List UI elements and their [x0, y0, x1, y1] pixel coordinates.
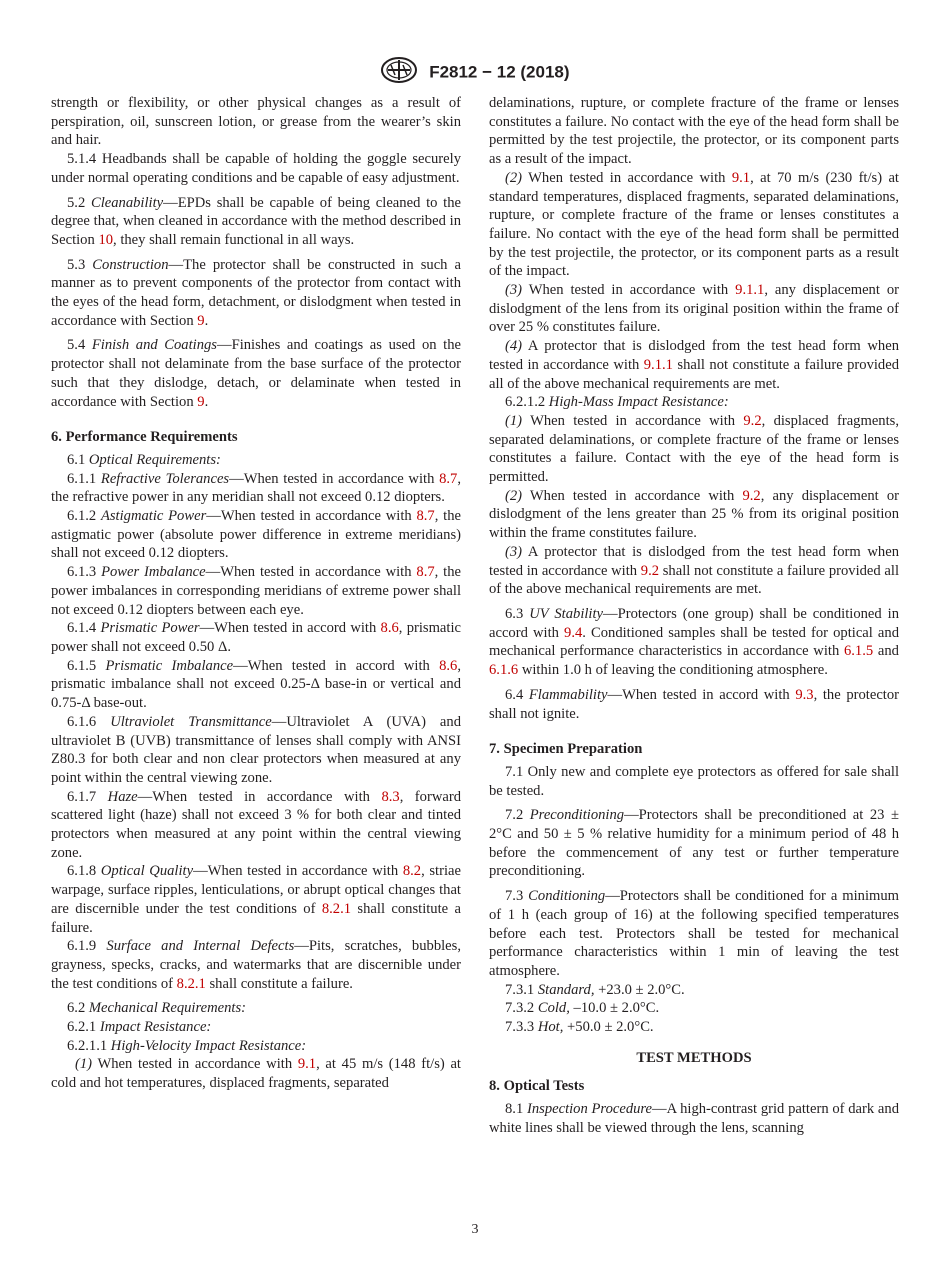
- paragraph-7-3-3: 7.3.3 Hot, +50.0 ± 2.0°C.: [505, 1019, 654, 1036]
- paragraph-6-2-1-1: 6.2.1.1 High-Velocity Impact Resistance:: [67, 1037, 307, 1054]
- paragraph-6-1-5: 6.1.5 Prismatic Imbalance—When tested in accord with 8.6, prismatic imbalance shall not exceed 0.25-Δ base-in or vertical and 0.75-Δ base-out.: [51, 657, 462, 712]
- paragraph-6-1: 6.1 Optical Requirements:: [67, 451, 221, 468]
- paragraph-item-1: (1) When tested in accordance with 9.1, at 45 m/s (148 ft/s) at cold and hot temperatures, displaced fragments, separated: [51, 1056, 461, 1092]
- paragraph-6-1-6: 6.1.6 Ultraviolet Transmittance—Ultraviolet A (UVA) and ultraviolet B (UVB) transmittance of lenses shall comply with ANSI Z80.3 for both clear and non clear protectors when measured at any point within the central viewing zone.: [51, 713, 461, 786]
- paragraph-7-2: 7.2 Preconditioning—Protectors shall be preconditioned at 23 ± 2°C and 50 ± 5 % relative humidity for a minimum period of 48 h before the commencement of any test or further temperature preconditioning.: [489, 807, 899, 880]
- section-link[interactable]: 10: [98, 231, 114, 248]
- paragraph-6-1-2: 6.1.2 Astigmatic Power—When tested in accordance with 8.7, the astigmatic power (absolute power difference in extreme meridians) shall not exceed 0.12 diopters.: [51, 508, 461, 562]
- right-column: [489, 94, 899, 1138]
- paragraph-6-1-4: 6.1.4 Prismatic Power—When tested in accord with 8.6, prismatic power shall not exceed 0.50 Δ.: [51, 620, 461, 655]
- paragraph-5-1-4: 5.1.4 Headbands shall be capable of holding the goggle securely under normal operating conditions and be capable of easy adjustment.: [51, 151, 461, 186]
- test-methods-heading: TEST METHODS: [636, 1049, 752, 1066]
- astm-logo-icon: [380, 56, 418, 89]
- section-link[interactable]: 8.7: [416, 564, 435, 581]
- section-link[interactable]: 8.2: [402, 863, 422, 880]
- section-link[interactable]: 8.6: [439, 657, 458, 674]
- paragraph-7-3-1: 7.3.1 Standard, +23.0 ± 2.0°C.: [505, 981, 685, 998]
- section-link[interactable]: 9.4: [564, 624, 583, 641]
- paragraph-6-2-1-2: 6.2.1.2 High-Mass Impact Resistance:: [505, 394, 729, 411]
- paragraph-item-2: (2) When tested in accordance with 9.1, at 70 m/s (230 ft/s) at standard temperatures, displaced fragments, separated delaminations, rupture, or complete fracture of the frame or lenses constitutes a failure. No contact with the eye of the head form shall be permitted by the test projectile, the protector, or its component parts as a result of the impact.: [489, 169, 899, 280]
- paragraph-5-4: 5.4 Finish and Coatings—Finishes and coatings as used on the protector shall not delaminate from the base surface of the protector such that they dislodge, detach, or delaminate when tested in accordance with Section 9.: [51, 337, 461, 410]
- paragraph-7-3-2: 7.3.2 Cold, –10.0 ± 2.0°C.: [505, 1000, 660, 1017]
- section-link[interactable]: 8.2.1: [176, 975, 206, 992]
- section-link[interactable]: 9.1: [297, 1056, 317, 1073]
- section-heading-8: 8. Optical Tests: [489, 1078, 585, 1095]
- section-link[interactable]: 9: [197, 393, 205, 410]
- paragraph-item-1: (1) When tested in accordance with 9.2, displaced fragments, separated delaminations, or complete fracture of the frame or lenses constitutes a failure. Contact with the eye of the head form is permitted.: [489, 412, 899, 486]
- paragraph-6-1-1: 6.1.1 Refractive Tolerances—When tested in accordance with 8.7, the refractive power in any meridian shall not exceed 0.12 diopters.: [51, 470, 461, 506]
- section-link[interactable]: 8.6: [380, 620, 399, 637]
- document-designation: F2812 − 12 (2018): [429, 62, 570, 82]
- section-link[interactable]: 6.1.6: [489, 662, 519, 679]
- section-link[interactable]: 9: [197, 312, 205, 329]
- left-column: [51, 94, 461, 1093]
- paragraph-7-1: 7.1 Only new and complete eye protectors as offered for sale shall be tested.: [489, 763, 899, 799]
- section-link[interactable]: 9.2: [743, 412, 762, 429]
- paragraph-item-2: (2) When tested in accordance with 9.2, any displacement or dislodgment of the lens greater than 25 % from its original position within the frame constitutes failure.: [489, 487, 899, 542]
- paragraph-5-2: 5.2 Cleanability—EPDs shall be capable of being cleaned to the degree that, when cleaned in accordance with the method described in Section 10, they shall remain functional in all ways.: [51, 194, 461, 248]
- section-link[interactable]: 8.7: [439, 470, 458, 487]
- paragraph-6-3: 6.3 UV Stability—Protectors (one group) shall be conditioned in accord with 9.4. Conditioned samples shall be tested for optical and mechanical performance characteristics in accordance with 6.1.5 and 6.1.6 within 1.0 h of leaving the conditioning atmosphere.: [489, 605, 899, 679]
- paragraph-5-3: 5.3 Construction—The protector shall be constructed in such a manner as to prevent components of the protector from contact with the eyes of the head form, detachment, or dislodgment when tested in accordance with Section 9.: [51, 256, 461, 329]
- section-link[interactable]: 9.1.1: [735, 282, 765, 299]
- paragraph-item-3: (3) A protector that is dislodged from the test head form when tested in accordance with 9.2 shall not constitute a failure provided all of the above mechanical requirements are met.: [489, 543, 899, 598]
- section-link[interactable]: 9.3: [795, 686, 814, 703]
- section-heading-6: 6. Performance Requirements: [51, 429, 238, 446]
- paragraph-item-3: (3) When tested in accordance with 9.1.1, any displacement or dislodgment of the lens from its original position within the frame of over 25 % constitutes failure.: [489, 282, 899, 336]
- paragraph: strength or flexibility, or other physical changes as a result of perspiration, oil, sunscreen lotion, or grease from the wearer’s skin and hair.: [51, 95, 461, 149]
- section-link[interactable]: 9.1.1: [643, 356, 673, 373]
- section-link[interactable]: 8.2.1: [321, 900, 352, 917]
- section-link[interactable]: 8.3: [381, 788, 400, 805]
- paragraph-7-3: 7.3 Conditioning—Protectors shall be conditioned for a minimum of 1 h (each group of 16) at the following specified temperatures before each test. Protectors shall be tested for mechanical performance characteristics within 1 min of leaving the test atmosphere.: [489, 888, 899, 979]
- paragraph-6-1-9: 6.1.9 Surface and Internal Defects—Pits, scratches, bubbles, grayness, specks, cracks, and watermarks that are discernible under the test conditions of 8.2.1 shall constitute a failure.: [51, 938, 461, 992]
- paragraph: delaminations, rupture, or complete fracture of the frame or lenses constitutes a failure. No contact with the eye of the head form shall be permitted by the test projectile, the protector, or its component parts as a result of the impact.: [489, 95, 899, 168]
- paragraph-6-1-8: 6.1.8 Optical Quality—When tested in accordance with 8.2, striae warpage, surface ripples, lenticulations, or abrupt optical changes that are discernible under the test conditions of 8.2.1 shall constitute a failure.: [51, 863, 461, 936]
- paragraph-6-1-3: 6.1.3 Power Imbalance—When tested in accordance with 8.7, the power imbalances in corresponding meridians of extreme power shall not exceed 0.12 diopters between each eye.: [51, 564, 461, 618]
- paragraph-6-1-7: 6.1.7 Haze—When tested in accordance with 8.3, forward scattered light (haze) shall not exceed 3 % for both clear and tinted protectors when measured at any point within the central viewing zone.: [51, 788, 461, 861]
- section-link[interactable]: 9.2: [640, 562, 660, 579]
- section-link[interactable]: 9.2: [742, 487, 761, 504]
- section-link[interactable]: 6.1.5: [843, 643, 874, 660]
- paragraph-8-1: 8.1 Inspection Procedure—A high-contrast grid pattern of dark and white lines shall be viewed through the lens, scanning: [489, 1101, 899, 1136]
- page-header: [0, 56, 950, 89]
- paragraph-item-4: (4) A protector that is dislodged from the test head form when tested in accordance with 9.1.1 shall not constitute a failure provided all of the above mechanical requirements are met.: [489, 338, 900, 392]
- section-link[interactable]: 8.7: [416, 508, 435, 525]
- page-number: 3: [471, 1222, 479, 1237]
- section-heading-7: 7. Specimen Preparation: [489, 741, 643, 758]
- paragraph-6-2: 6.2 Mechanical Requirements:: [67, 1000, 246, 1017]
- paragraph-6-4: 6.4 Flammability—When tested in accord with 9.3, the protector shall not ignite.: [489, 686, 900, 722]
- paragraph-6-2-1: 6.2.1 Impact Resistance:: [67, 1019, 212, 1036]
- section-link[interactable]: 9.1: [731, 169, 751, 186]
